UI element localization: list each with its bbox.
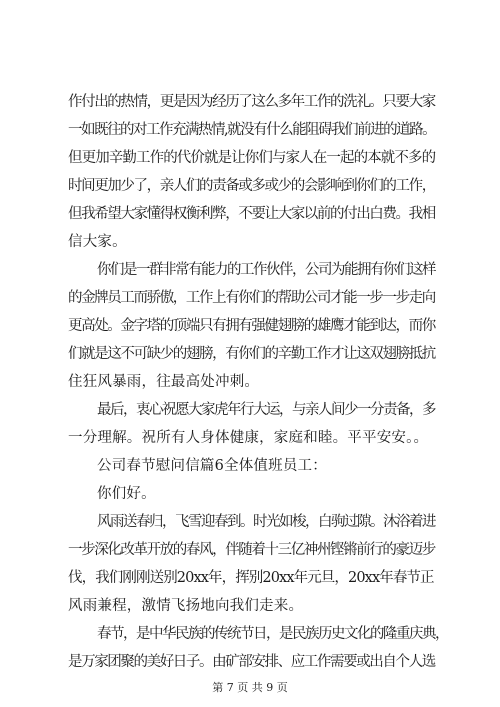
salutation: 你们好。	[97, 486, 156, 502]
text-line: 是万家团聚的美好日子。由矿部安排、应工作需要或出自个人选	[68, 654, 435, 670]
text-line: 更高处。金字塔的顶端只有拥有强健翅膀的雄鹰才能到达，而你	[68, 318, 435, 334]
text-line: 时间更加少了，亲人们的责备或多或少的会影响到你们的工作，	[68, 178, 435, 194]
text-line: 风雨兼程，激情飞扬地向我们走来。	[68, 598, 304, 614]
text-line: 伐，我们刚刚送别20xx年，挥别20xx年元旦，20xx年春节正	[68, 570, 434, 586]
page-number: 第 7 页 共 9 页	[212, 681, 288, 694]
section-heading: 公司春节慰问信篇6全体值班员工：	[97, 458, 327, 474]
text-line: 住狂风暴雨，往最高处冲刺。	[68, 374, 260, 390]
text-line: 最后，衷心祝愿大家虎年行大运，与亲人间少一分责备，多	[97, 402, 435, 418]
text-line: 但我希望大家懂得权衡利弊，不要让大家以前的付出白费。我相	[68, 206, 435, 222]
text-line: 你们是一群非常有能力的工作伙伴，公司为能拥有你们这样	[97, 262, 435, 278]
text-line: 风雨送春归，飞雪迎春到。时光如梭，白驹过隙。沐浴着进	[97, 514, 435, 530]
text-line: 一分理解。祝所有人身体健康，家庭和睦。平平安安。。	[68, 430, 429, 446]
text-line: 春节，是中华民族的传统节日，是民族历史文化的隆重庆典，	[97, 626, 448, 642]
text-line: 信大家。	[68, 234, 127, 250]
text-line: 的金牌员工而骄傲，工作上有你们的帮助公司才能一步一步走向	[68, 290, 435, 306]
text-line: 作付出的热情，更是因为经历了这么多年工作的洗礼。只要大家	[68, 94, 435, 110]
text-line: 但更加辛勤工作的代价就是让你们与家人在一起的本就不多的	[68, 150, 436, 166]
text-line: 们就是这不可缺少的翅膀，有你们的辛勤工作才让这双翅膀抵抗	[68, 346, 435, 362]
text-line: 一步深化改革开放的春风，伴随着十三亿神州铿锵前行的豪迈步	[68, 542, 435, 558]
text-line: 一如既往的对工作充满热情,就没有什么能阻碍我们前进的道路。	[68, 122, 436, 138]
